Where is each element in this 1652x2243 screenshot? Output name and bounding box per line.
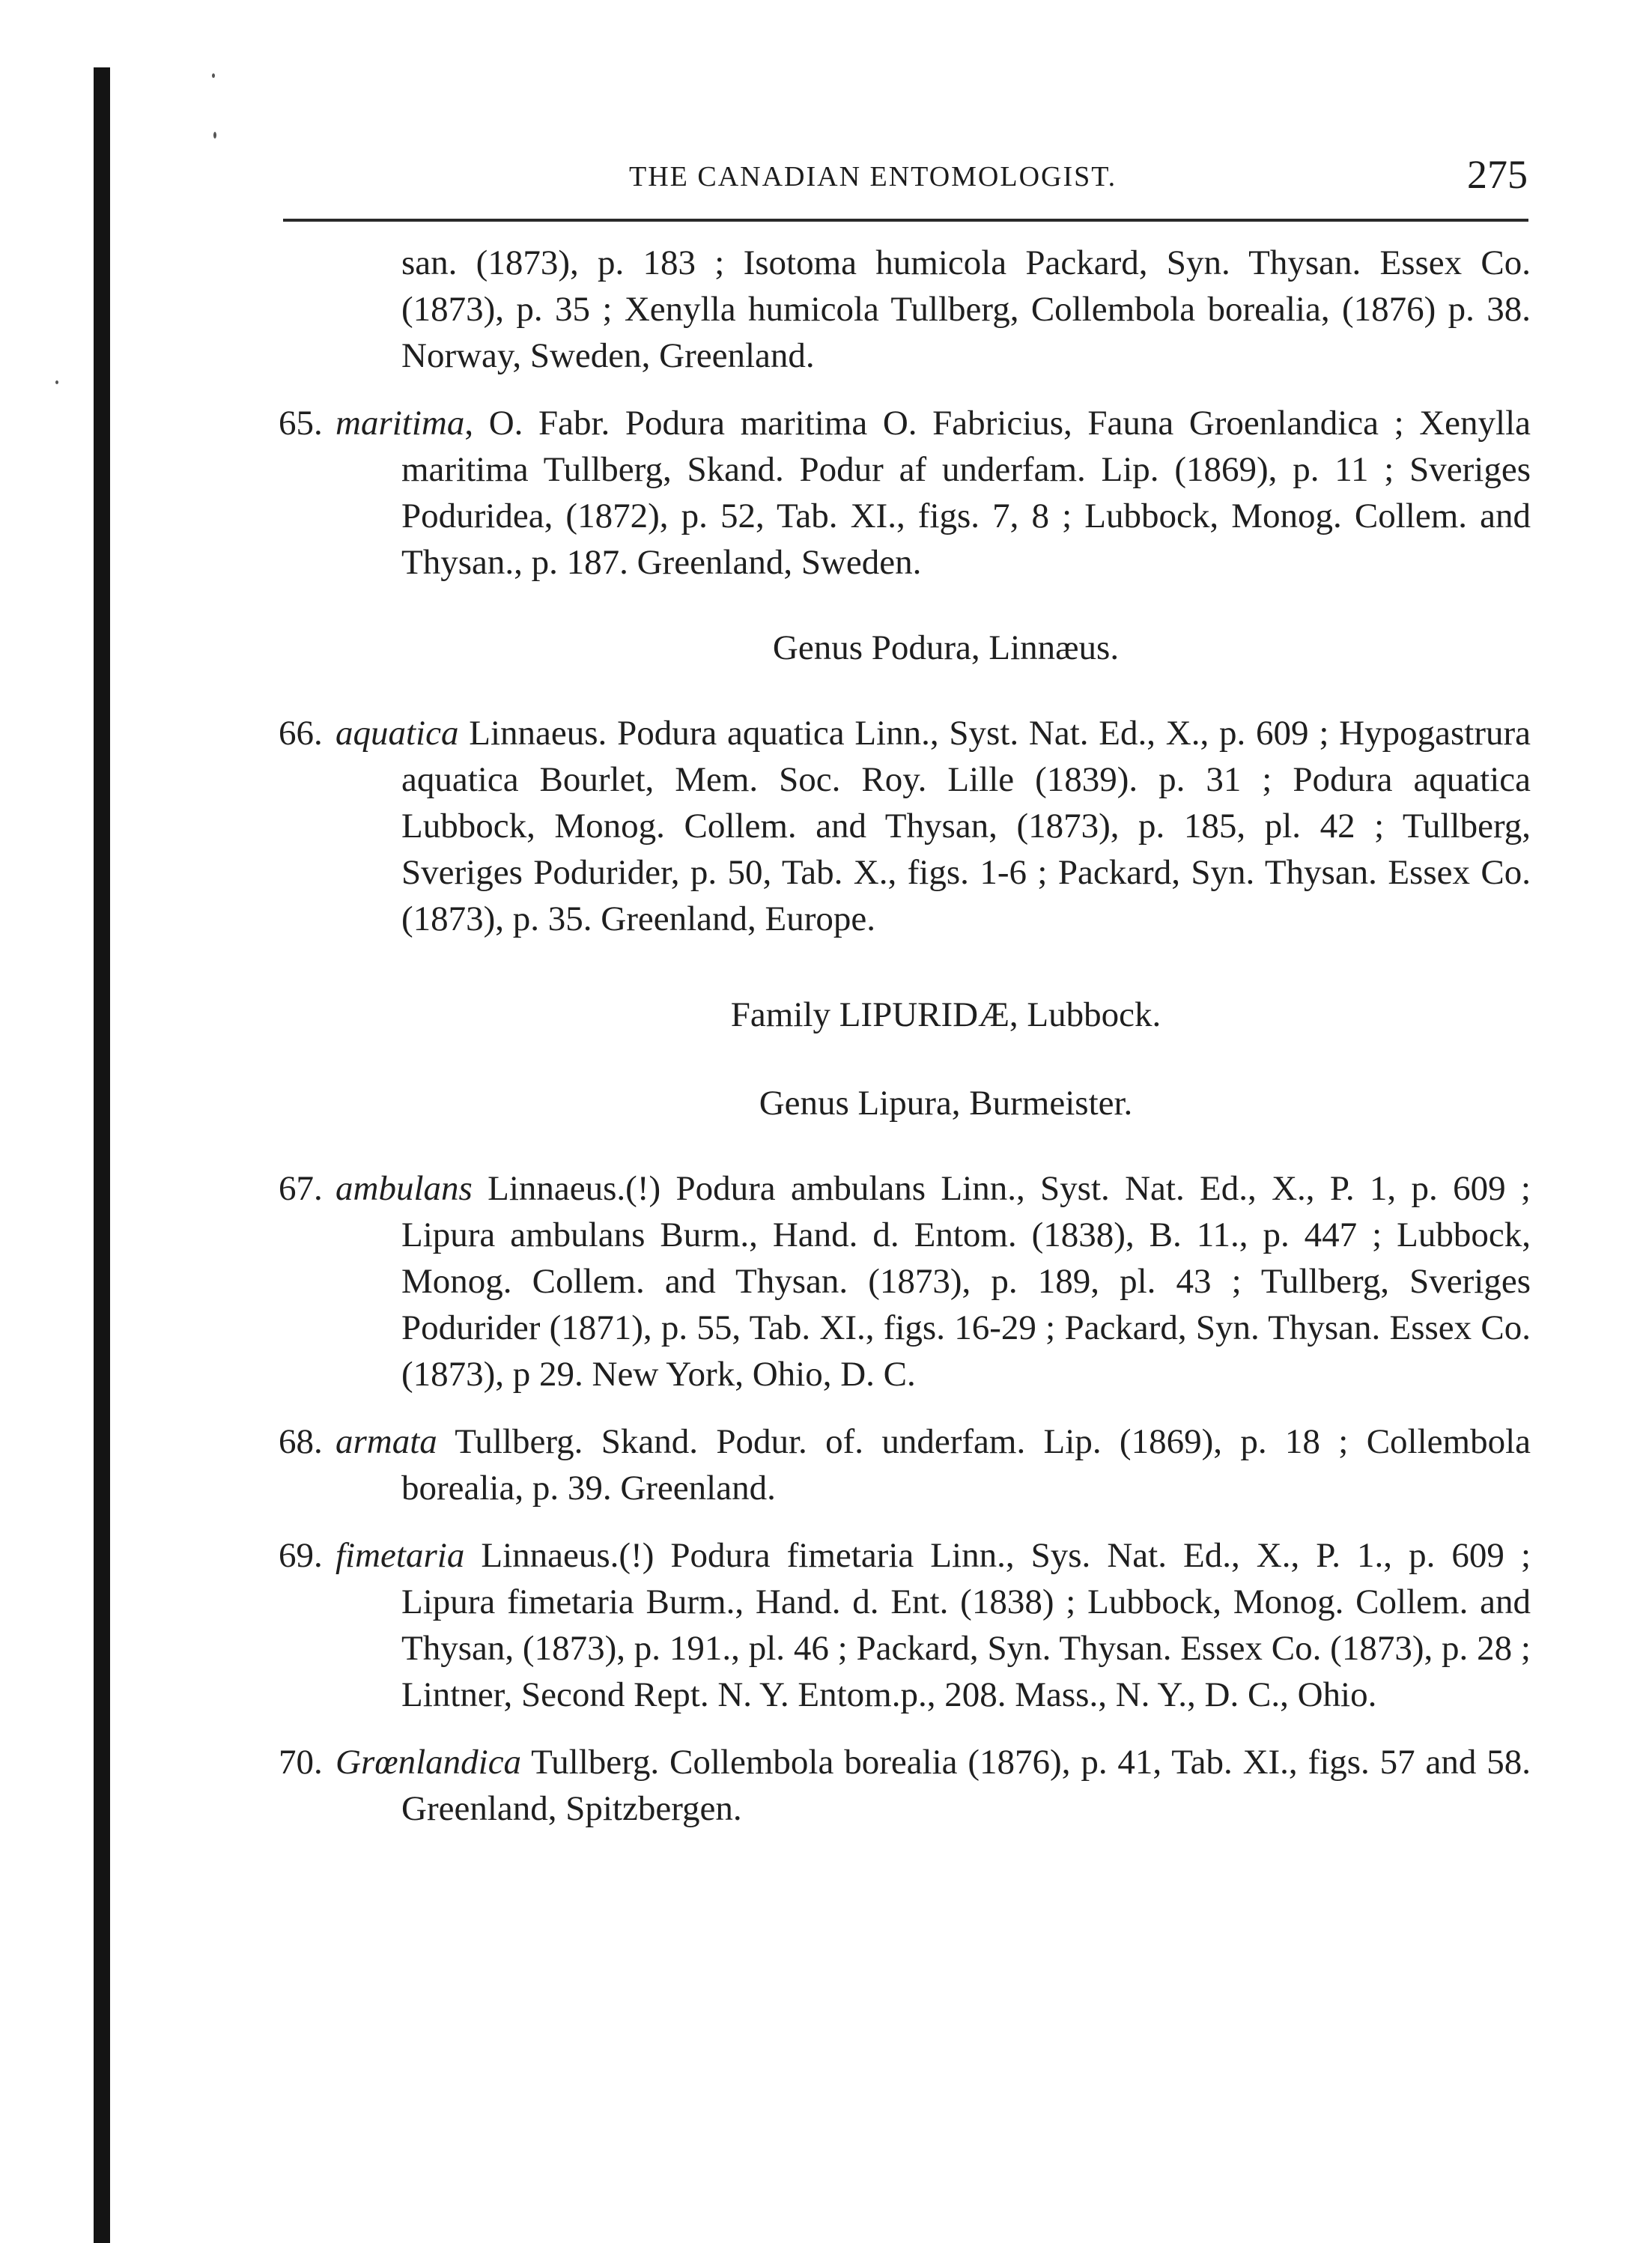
species-name: ambulans <box>335 1169 473 1208</box>
entry-number: 67. <box>279 1169 323 1208</box>
speck-mark <box>212 73 215 78</box>
entry-text: Tullberg. Collembola borealia (1876), p. 41, Tab. XI., figs. 57 and 58. Greenland, Spitzbergen. <box>401 1743 1531 1828</box>
speck-mark <box>55 380 58 384</box>
entry-number: 66. <box>279 714 323 753</box>
entry-69 <box>279 1532 1531 1718</box>
binding-edge <box>94 67 110 2243</box>
entry-66 <box>279 710 1531 942</box>
family-heading-lipuridae: Family LIPURIDÆ, Lubbock. <box>730 995 1161 1034</box>
running-head: THE CANADIAN ENTOMOLOGIST. <box>629 161 1117 192</box>
species-name: armata <box>335 1422 437 1461</box>
species-name: maritima <box>335 404 465 443</box>
entry-number: 68. <box>279 1422 323 1461</box>
entry-67 <box>279 1165 1531 1397</box>
species-name: Grœnlandica <box>335 1743 522 1782</box>
genus-heading-podura: Genus Podura, Linnæus. <box>772 628 1120 667</box>
page-header <box>285 147 1528 199</box>
speck-mark <box>213 132 216 139</box>
entry-number: 70. <box>279 1743 323 1782</box>
entry-text: Tullberg. Skand. Podur. of. underfam. Lip. (1869), p. 18 ; Collembola borealia, p. 39. Greenland. <box>401 1422 1531 1508</box>
entry-text: Linnaeus.(!) Podura fimetaria Linn., Sys. Nat. Ed., X., P. 1., p. 609 ; Lipura fimetaria Burm., Hand. d. Ent. (1838) ; Lubbock, Monog. Collem. and Thysan, (1873), p. 191., pl. 46 ; Packard, Syn. Thysan. Essex Co. (1873), p. 28 ; Lintner, Second Rept. N. Y. Entom.p., 208. Mass., N. Y., D. C., Ohio. <box>401 1536 1531 1714</box>
species-name: aquatica <box>335 714 459 753</box>
entry-65 <box>279 400 1531 586</box>
page-number: 275 <box>1467 152 1528 197</box>
entry-continuation: san. (1873), p. 183 ; Isotoma humicola Packard, Syn. Thysan. Essex Co. (1873), p. 35 ; Xenylla humicola Tullberg, Collembola borealia, (1876) p. 38. Norway, Sweden, Greenland. <box>401 243 1531 375</box>
entry-text: Linnaeus. Podura aquatica Linn., Syst. Nat. Ed., X., p. 609 ; Hypogastrura aquatica Bourlet, Mem. Soc. Roy. Lille (1839). p. 31 ; Podura aquatica Lubbock, Monog. Collem. and Thysan, (1873), p. 185, pl. 42 ; Tullberg, Sveriges Podurider, p. 50, Tab. X., figs. 1-6 ; Packard, Syn. Thysan. Essex Co. (1873), p. 35. Greenland, Europe. <box>401 714 1531 938</box>
entry-text: Linnaeus.(!) Podura ambulans Linn., Syst. Nat. Ed., X., P. 1, p. 609 ; Lipura ambulans Burm., Hand. d. Entom. (1838), B. 11., p. 447 ; Lubbock, Monog. Collem. and Thysan. (1873), p. 189, pl. 43 ; Tullberg, Sveriges Podurider (1871), p. 55, Tab. XI., figs. 16-29 ; Packard, Syn. Thysan. Essex Co. (1873), p 29. New York, Ohio, D. C. <box>401 1169 1531 1394</box>
entry-70 <box>279 1739 1531 1832</box>
entry-text: , O. Fabr. Podura maritima O. Fabricius, Fauna Groenlandica ; Xenylla maritima Tullberg, Skand. Podur af underfam. Lip. (1869), p. 11 ; Sveriges Poduridea, (1872), p. 52, Tab. XI., figs. 7, 8 ; Lubbock, Monog. Collem. and Thysan., p. 187. Greenland, Sweden. <box>401 404 1531 582</box>
species-name: fimetaria <box>335 1536 465 1575</box>
entry-number: 69. <box>279 1536 323 1575</box>
entry-68 <box>279 1418 1531 1511</box>
entry-number: 65. <box>279 404 323 443</box>
genus-heading-lipura: Genus Lipura, Burmeister. <box>759 1084 1133 1123</box>
page-body <box>279 240 1531 1853</box>
header-rule <box>283 219 1528 222</box>
